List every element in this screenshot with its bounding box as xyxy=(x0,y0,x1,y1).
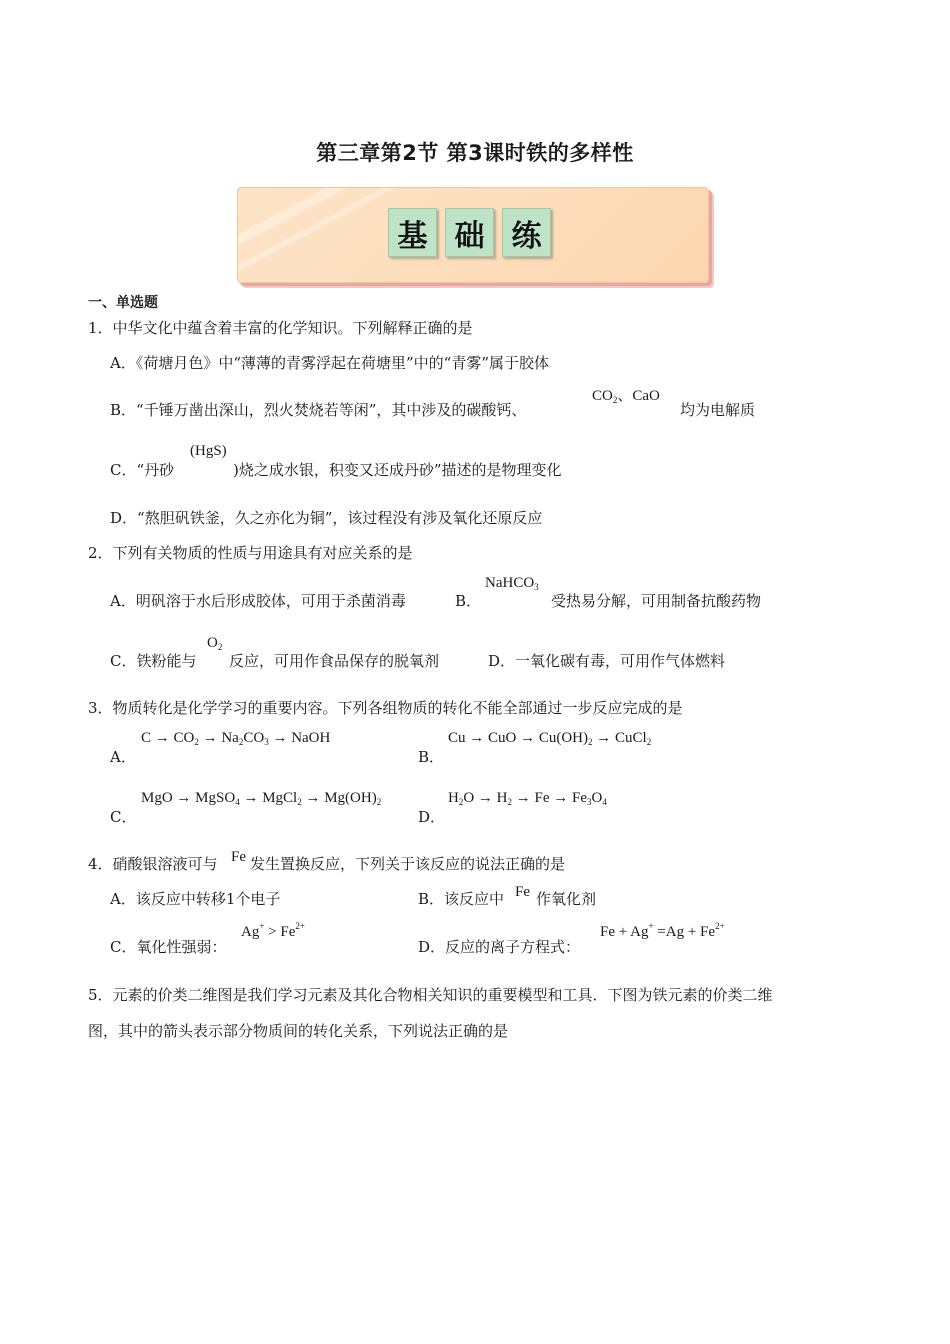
q1-option-b-tail: 均为电解质 xyxy=(680,401,756,419)
banner-char: 础 xyxy=(445,208,494,257)
q2-option-b-formula: NaHCO$_3$ xyxy=(485,575,539,592)
q4-option-d-text: D．反应的离子方程式： xyxy=(418,938,581,956)
q1-option-d: D．“熬胆矾铁釜，久之亦化为铜”，该过程没有涉及氧化还原反应 xyxy=(110,509,543,527)
q1-option-b-text: B．“千锤万凿出深山，烈火焚烧若等闲”，其中涉及的碳酸钙、 xyxy=(110,401,527,419)
q4-option-c-text: C．氧化性强弱： xyxy=(110,938,227,956)
q1-option-c-tail: )烧之成水银，积变又还成丹砂”描述的是物理变化 xyxy=(233,461,562,479)
q2-option-d: D．一氧化碳有毒，可用作气体燃料 xyxy=(488,652,726,670)
q3-option-c-label: C． xyxy=(110,808,137,826)
q3-stem: 3．物质转化是化学学习的重要内容。下列各组物质的转化不能全部通过一步反应完成的是 xyxy=(88,699,683,717)
q3-option-b-label: B． xyxy=(418,748,445,766)
q3-option-c-formula: MgO → MgSO$_4$ → MgCl$_2$ → $Mg(OH)_2$ xyxy=(141,790,382,807)
q3-option-d-label: D． xyxy=(418,808,446,826)
q2-stem: 2．下列有关物质的性质与用途具有对应关系的是 xyxy=(88,544,413,562)
q4-option-b-tail: 作氧化剂 xyxy=(536,890,597,908)
q4-option-b-formula: Fe xyxy=(515,884,530,900)
q5-stem-line1: 5．元素的价类二维图是我们学习元素及其化合物相关知识的重要模型和工具．下图为铁元素的价类二维 xyxy=(88,986,773,1004)
q1-option-a: A．《荷塘月色》中“薄薄的青雾浮起在荷塘里”中的“青雾”属于胶体 xyxy=(110,354,550,372)
q1-option-b-formula: $CO_2$、CaO xyxy=(592,388,660,405)
q1-option-c-text: C．“丹砂 xyxy=(110,461,175,479)
section-banner xyxy=(237,187,709,283)
q2-option-c-text: C．铁粉能与 xyxy=(110,652,197,670)
q2-option-b-tail: 受热易分解，可用制备抗酸药物 xyxy=(551,592,762,610)
q2-option-b-label: B． xyxy=(455,592,482,610)
banner-char: 基 xyxy=(388,208,437,257)
page-title: 第三章第2节 第3课时铁的多样性 xyxy=(316,141,634,165)
q4-stem-formula: Fe xyxy=(231,849,246,865)
q5-stem-line2: 图，其中的箭头表示部分物质间的转化关系，下列说法正确的是 xyxy=(88,1022,509,1040)
q4-option-d-formula: $Fe + Ag^+ =Ag + Fe^{2+}$ xyxy=(600,921,725,940)
q2-option-a: A．明矾溶于水后形成胶体，可用于杀菌消毒 xyxy=(110,592,406,610)
q4-stem-tail: 发生置换反应，下列关于该反应的说法正确的是 xyxy=(250,855,566,873)
q4-option-c-formula: $Ag^+ > Fe^{2+}$ xyxy=(241,921,305,940)
q1-stem: 1．中华文化中蕴含着丰富的化学知识。下列解释正确的是 xyxy=(88,319,473,337)
q4-option-b-text: B．该反应中 xyxy=(418,890,505,908)
q3-option-a-label: A． xyxy=(110,748,136,766)
q3-option-a-formula: $C \to CO_2 \to Na_2CO_3$ → NaOH xyxy=(141,730,331,747)
section-heading: 一、单选题 xyxy=(88,295,158,311)
q4-option-a: A．该反应中转移1个电子 xyxy=(110,890,281,908)
q1-option-c-formula: (HgS) xyxy=(190,443,227,459)
q4-stem-text: 4．硝酸银溶液可与 xyxy=(88,855,218,873)
q2-option-c-formula: $O_2$ xyxy=(207,635,223,652)
q3-option-b-formula: Cu → CuO → $Cu(OH)_2$ → CuCl$_2$ xyxy=(448,730,652,747)
banner-char: 练 xyxy=(502,208,551,257)
q3-option-d-formula: $H_2O \to H_2 \to Fe \to Fe_3O_4$ xyxy=(448,790,607,807)
q2-option-c-tail: 反应，可用作食品保存的脱氧剂 xyxy=(229,652,440,670)
